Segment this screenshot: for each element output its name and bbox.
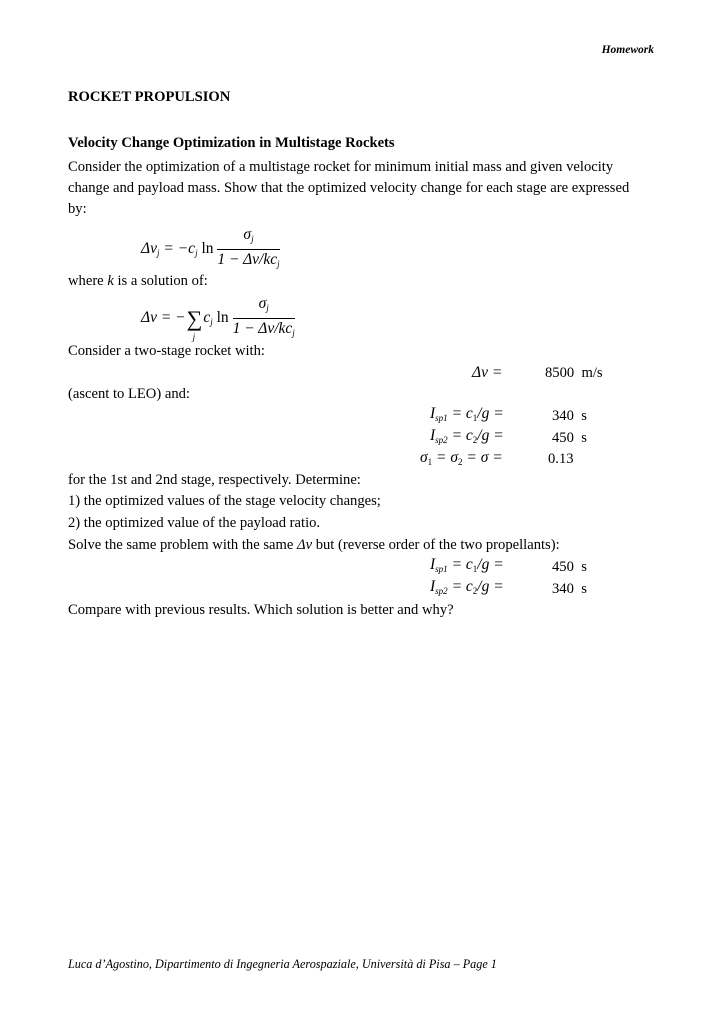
rev-isp2-label — [430, 578, 504, 596]
rev-isp1-unit: s — [581, 559, 587, 575]
isp1-mid: = c — [447, 405, 473, 422]
page-footer: Luca d’Agostino, Dipartimento di Ingegneria Aerospaziale, Università di Pisa – Page 1 — [68, 957, 497, 971]
eq2-c: c — [203, 309, 211, 327]
page-header: Homework — [601, 44, 654, 56]
eq1-ln: ln — [197, 240, 214, 258]
eq1-den: 1 − Δv/kc — [217, 251, 278, 268]
where-post: is a solution of: — [113, 273, 208, 289]
eq2-c-sub: j — [210, 317, 213, 328]
eq1-num: σ — [243, 226, 252, 243]
isp1-number: 340 — [552, 408, 574, 424]
dv-value — [545, 363, 603, 384]
sigma-s1: σ — [420, 449, 428, 466]
eq1-lhs-sub: j — [156, 248, 160, 259]
rev-isp1-sub: sp1 — [435, 564, 448, 574]
for-stage-line: for the 1st and 2nd stage, respectively. Determine: — [68, 472, 361, 488]
isp2-number: 450 — [552, 430, 574, 446]
eq2-sum: ∑ — [186, 305, 203, 331]
eq2-num: σ — [258, 295, 267, 312]
isp2-label — [430, 427, 504, 445]
isp2-end: /g = — [477, 427, 504, 444]
isp2-I: I — [430, 427, 436, 444]
rev-isp2-end: /g = — [477, 578, 504, 595]
isp2-mid: = c — [447, 427, 473, 444]
isp1-end: /g = — [477, 405, 504, 422]
compare-line: Compare with previous results. Which solution is better and why? — [68, 602, 454, 618]
rev-isp2-csub: 2 — [472, 586, 478, 596]
where-pre: where — [68, 273, 108, 289]
rev-isp1-I: I — [430, 556, 436, 573]
eq2-ln: ln — [212, 309, 229, 327]
section-heading: Velocity Change Optimization in Multistage Rockets — [68, 135, 395, 151]
isp2-csub: 2 — [472, 435, 478, 445]
rev-isp1-end: /g = — [477, 556, 504, 573]
rev-isp2-I: I — [430, 578, 436, 595]
solve-post: but (reverse order of the two propellants): — [312, 537, 560, 553]
document-title: ROCKET PROPULSION — [68, 89, 231, 105]
equation-constraint — [141, 295, 295, 342]
solve-pre: Solve the same problem with the same — [68, 537, 297, 553]
where-line — [68, 271, 208, 292]
eq1-rhs-sub: j — [195, 248, 198, 259]
solve-dv: Δv — [297, 537, 313, 553]
eq1-rhs-prefix: = −c — [159, 240, 196, 258]
sigma-value: 0.13 — [548, 451, 574, 467]
isp2-unit: s — [581, 430, 587, 446]
sigma-s2-sub: 2 — [458, 457, 463, 467]
isp1-unit: s — [581, 408, 587, 424]
solve-line — [68, 535, 560, 556]
sigma-label — [420, 449, 503, 467]
eq2-sum-index: j — [192, 331, 196, 342]
eq2-den: 1 − Δv/kc — [232, 320, 293, 337]
isp1-label — [430, 405, 504, 423]
dv-label-text: Δv = — [472, 364, 503, 381]
eq1-fraction — [217, 226, 279, 273]
equation-stage-velocity — [141, 226, 280, 273]
eq1-den-sub: j — [277, 259, 280, 269]
rev-isp2-sub: sp2 — [435, 586, 448, 596]
rev-isp2-unit: s — [581, 581, 587, 597]
rev-isp1-label — [430, 556, 504, 574]
sigma-mid: = σ — [432, 449, 459, 466]
eq2-num-sub: j — [266, 303, 269, 313]
isp1-I: I — [430, 405, 436, 422]
eq2-den-sub: j — [292, 328, 295, 338]
rev-isp1-csub: 1 — [472, 564, 478, 574]
ascent-line: (ascent to LEO) and: — [68, 386, 190, 402]
two-stage-line: Consider a two-stage rocket with: — [68, 343, 265, 359]
isp1-sub: sp1 — [435, 413, 448, 423]
where-k: k — [107, 273, 114, 289]
rev-isp1-mid: = c — [447, 556, 473, 573]
rev-isp2-value — [552, 579, 587, 600]
dv-unit: m/s — [581, 365, 603, 381]
eq1-num-sub: j — [251, 234, 254, 244]
sigma-end: = σ = — [462, 449, 503, 466]
eq1-lhs: Δv — [141, 240, 157, 258]
rev-isp2-mid: = c — [447, 578, 473, 595]
rev-isp1-number: 450 — [552, 559, 574, 575]
eq2-fraction — [233, 295, 295, 342]
dv-label — [472, 364, 502, 382]
task-item-2: 2) the optimized value of the payload ratio. — [68, 515, 321, 531]
eq2-lhs: Δv = − — [141, 309, 186, 327]
rev-isp1-value — [552, 557, 587, 578]
rev-isp2-number: 340 — [552, 581, 574, 597]
isp1-value — [552, 406, 587, 427]
task-item-1: 1) the optimized values of the stage velocity changes; — [68, 493, 381, 509]
sum-symbol — [186, 305, 203, 342]
isp1-csub: 1 — [472, 413, 478, 423]
dv-number: 8500 — [545, 365, 575, 381]
intro-paragraph: Consider the optimization of a multistage rocket for minimum initial mass and given velocity change and payload mass. Show that the optimized velocity change for each stage are expressed by: — [68, 159, 630, 217]
sigma-s1-sub: 1 — [427, 457, 433, 467]
isp2-sub: sp2 — [435, 435, 448, 445]
isp2-value — [552, 428, 587, 449]
